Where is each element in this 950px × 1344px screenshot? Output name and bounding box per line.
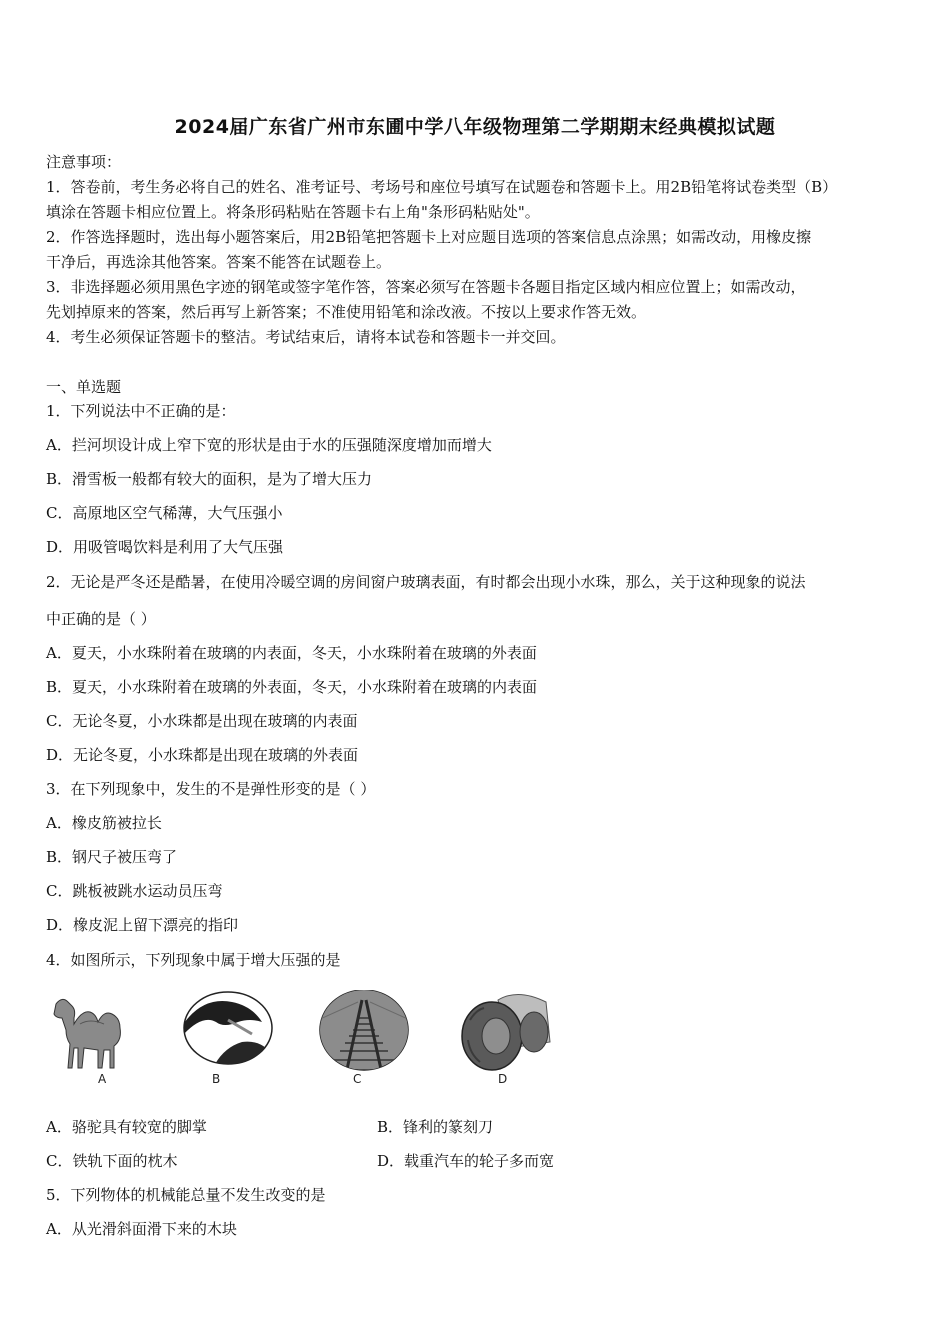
section-heading: 一、单选题 [46,378,122,396]
notice-line: 3．非选择题必须用黑色字迹的钢笔或签字笔作答，答案必须写在答题卡各题目指定区域内相应位置上；如需改动， [46,278,806,296]
q4-figures [46,990,566,1090]
q3-option-c: C．跳板被跳水运动员压弯 [46,882,223,900]
q3-option-a: A．橡皮筋被拉长 [46,814,162,832]
notice-line: 4．考生必须保证答题卡的整洁。考试结束后，请将本试卷和答题卡一并交回。 [46,328,566,346]
q2-option-b: B．夏天，小水珠附着在玻璃的外表面，冬天，小水珠附着在玻璃的内表面 [46,678,538,696]
figure-label-c: C [353,1072,362,1086]
q1-option-c: C．高原地区空气稀薄，大气压强小 [46,504,283,522]
figure-label-d: D [498,1072,508,1086]
q2-option-d: D．无论冬夏，小水珠都是出现在玻璃的外表面 [46,746,359,764]
notice-line: 干净后，再选涂其他答案。答案不能答在试题卷上。 [46,253,392,271]
q4-option-a: A．骆驼具有较宽的脚掌 [46,1118,207,1136]
notice-heading: 注意事项： [46,153,122,171]
q1-option-a: A．拦河坝设计成上窄下宽的形状是由于水的压强随深度增加而增大 [46,436,492,454]
q1-stem: 1．下列说法中不正确的是： [46,402,236,420]
camel-image [50,990,140,1070]
q2-stem-cont: 中正确的是（ ） [46,610,156,628]
notice-line: 填涂在答题卡相应位置上。将条形码粘贴在答题卡右上角"条形码粘贴处"。 [46,203,540,221]
q4-option-d: D．载重汽车的轮子多而宽 [377,1152,555,1170]
q4-option-c: C．铁轨下面的枕木 [46,1152,178,1170]
figure-label-a: A [98,1072,107,1086]
q3-stem: 3．在下列现象中，发生的不是弹性形变的是（ ） [46,780,376,798]
railway-track-image [318,990,410,1074]
exam-title: 2024届广东省广州市东圃中学八年级物理第二学期期末经典模拟试题 [174,116,776,138]
q4-option-b: B．锋利的篆刻刀 [377,1118,494,1136]
q1-option-d: D．用吸管喝饮料是利用了大气压强 [46,538,284,556]
q2-option-a: A．夏天，小水珠附着在玻璃的内表面，冬天，小水珠附着在玻璃的外表面 [46,644,537,662]
q5-stem: 5．下列物体的机械能总量不发生改变的是 [46,1186,326,1204]
q3-option-b: B．钢尺子被压弯了 [46,848,178,866]
notice-line: 先划掉原来的答案，然后再写上新答案；不准使用铅笔和涂改液。不按以上要求作答无效。 [46,303,647,321]
notice-line: 2．作答选择题时，选出每小题答案后，用2B铅笔把答题卡上对应题目选项的答案信息点涂黑；如需改动，用橡皮擦 [46,228,812,246]
q2-option-c: C．无论冬夏，小水珠都是出现在玻璃的内表面 [46,712,358,730]
q5-option-a: A．从光滑斜面滑下来的木块 [46,1220,237,1238]
carving-knife-image [182,990,274,1070]
q2-stem: 2．无论是严冬还是酷暑，在使用冷暖空调的房间窗户玻璃表面，有时都会出现小水珠，那么，关于这种现象的说法 [46,573,806,591]
q4-stem: 4．如图所示，下列现象中属于增大压强的是 [46,951,341,969]
truck-wheels-image [458,990,558,1074]
notice-line: 1．答卷前，考生务必将自己的姓名、准考证号、考场号和座位号填写在试题卷和答题卡上。用2B铅笔将试卷类型（B） [46,178,838,196]
q3-option-d: D．橡皮泥上留下漂亮的指印 [46,916,239,934]
figure-label-b: B [212,1072,221,1086]
q1-option-b: B．滑雪板一般都有较大的面积，是为了增大压力 [46,470,373,488]
